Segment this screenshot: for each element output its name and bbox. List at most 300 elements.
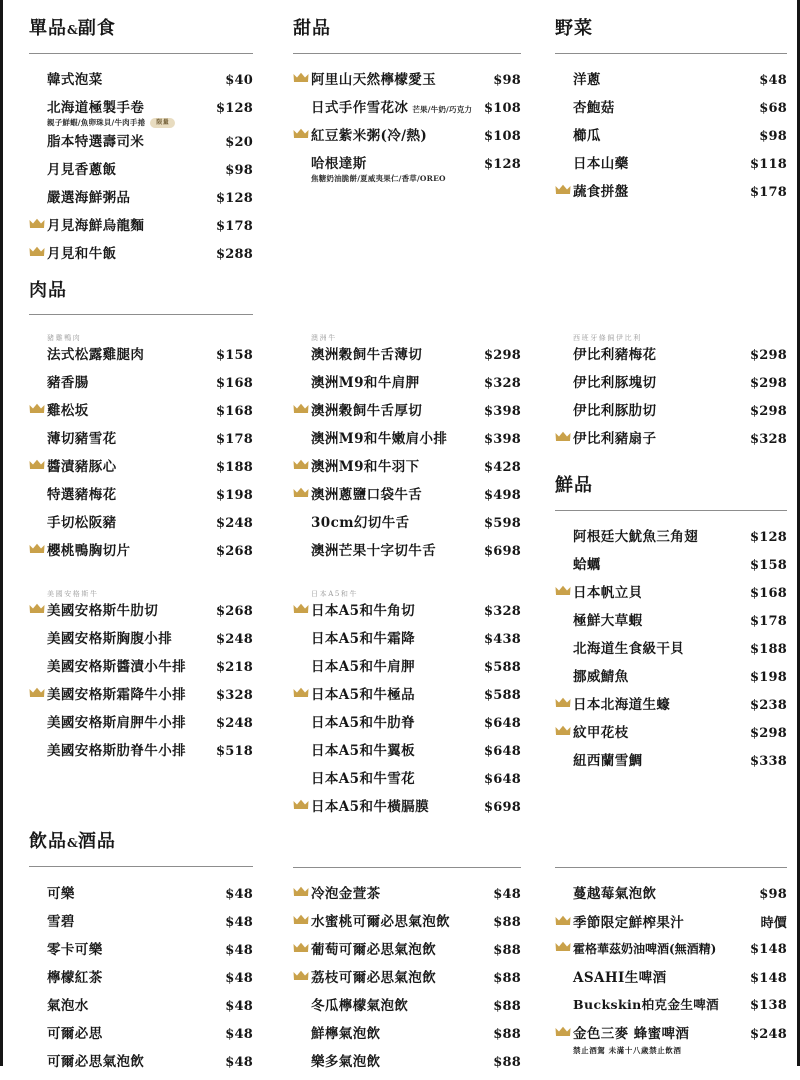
item-price: $498 <box>484 488 521 504</box>
item-name: Buckskin柏克金生啤酒 <box>573 997 720 1013</box>
item-price: $298 <box>750 404 787 420</box>
item-price: $648 <box>484 744 521 760</box>
item-price: $248 <box>750 1027 787 1043</box>
crown-icon <box>29 162 45 173</box>
crown-icon <box>29 72 45 83</box>
section-divider <box>555 53 787 54</box>
list-item[interactable] <box>29 968 253 993</box>
list-item[interactable] <box>29 657 253 682</box>
crown-icon <box>293 886 309 897</box>
item-price: $648 <box>484 716 521 732</box>
crown-icon <box>29 375 45 386</box>
crown-icon <box>293 914 309 925</box>
item-price: $68 <box>759 100 787 116</box>
list-item[interactable] <box>29 132 253 157</box>
list-item[interactable] <box>29 70 253 95</box>
item-name: 北海道生食級干貝 <box>573 640 685 657</box>
list-item[interactable] <box>29 940 253 965</box>
list-item[interactable] <box>293 940 521 965</box>
list-item[interactable] <box>293 797 521 822</box>
crown-icon <box>293 687 309 698</box>
item-list-vegetable <box>555 70 787 207</box>
crown-icon <box>29 715 45 726</box>
crown-icon <box>555 725 571 736</box>
item-list-jp-a5 <box>293 601 521 822</box>
list-item[interactable] <box>555 527 787 552</box>
crown-icon <box>555 970 571 981</box>
item-price: $428 <box>484 460 521 476</box>
section-divider <box>29 314 253 315</box>
list-item[interactable] <box>293 401 521 426</box>
item-price: $88 <box>493 943 521 959</box>
item-price: $188 <box>750 641 787 657</box>
item-name: 北海道極製手卷 <box>47 99 145 116</box>
list-item[interactable] <box>29 373 253 398</box>
item-name: 日本A5和牛雪花 <box>311 771 416 788</box>
section-divider <box>29 53 253 54</box>
list-item[interactable] <box>293 912 521 937</box>
crown-icon <box>555 128 571 139</box>
list-item[interactable] <box>29 401 253 426</box>
list-item[interactable] <box>555 583 787 608</box>
crown-icon <box>293 375 309 386</box>
item-price: $158 <box>216 348 253 364</box>
subgroup-label-aus-beef: 澳洲牛 <box>311 334 337 343</box>
meat-col-left <box>3 327 275 825</box>
crown-icon <box>555 941 571 952</box>
list-item[interactable] <box>555 70 787 95</box>
item-price: $298 <box>750 376 787 392</box>
item-price: $288 <box>216 246 253 262</box>
item-name: 冷泡金萱茶 <box>311 886 381 903</box>
item-name: 月見和牛飯 <box>47 245 117 262</box>
crown-icon <box>555 585 571 596</box>
subgroup-label-pork-poultry: 豬雞鴨肉 <box>47 334 82 343</box>
list-item[interactable] <box>29 216 253 241</box>
list-item[interactable] <box>29 713 253 738</box>
list-item[interactable] <box>555 401 787 426</box>
item-name: 美國安格斯胸腹小排 <box>47 631 173 648</box>
crown-icon <box>29 970 45 981</box>
section-title-meat: 肉品 <box>29 279 67 301</box>
list-item[interactable] <box>29 741 253 766</box>
item-name: 櫻桃鴨胸切片 <box>47 543 131 560</box>
list-item[interactable] <box>29 884 253 909</box>
item-name: 法式松露雞腿肉 <box>47 347 145 364</box>
list-item[interactable] <box>293 98 521 123</box>
section-divider <box>555 510 787 511</box>
item-price: $338 <box>750 753 787 769</box>
item-name: 薄切豬雪花 <box>47 431 117 448</box>
crown-icon <box>293 998 309 1009</box>
crown-icon <box>293 942 309 953</box>
item-price: $328 <box>216 688 253 704</box>
list-item[interactable] <box>293 513 521 538</box>
item-price: $398 <box>484 404 521 420</box>
item-name: 蔬食拼盤 <box>573 183 629 200</box>
list-item[interactable] <box>555 667 787 692</box>
item-name: 紅豆紫米粥(冷/熱) <box>311 127 428 144</box>
crown-icon <box>293 487 309 498</box>
meat-col-middle <box>275 327 543 825</box>
crown-icon <box>555 529 571 540</box>
item-name: 雞松坂 <box>47 403 89 420</box>
crown-icon <box>29 246 45 257</box>
list-item[interactable] <box>555 884 787 909</box>
list-item[interactable] <box>293 713 521 738</box>
item-name: 阿根廷大魷魚三角翅 <box>573 528 699 545</box>
item-price: 時價 <box>760 916 787 932</box>
item-price: $248 <box>216 716 253 732</box>
item-name: 脂本特選壽司米 <box>47 133 145 150</box>
crown-icon <box>29 603 45 614</box>
item-name: 日本A5和牛翼板 <box>311 743 416 760</box>
item-price: $698 <box>484 800 521 816</box>
list-item[interactable] <box>555 154 787 179</box>
item-price: $148 <box>750 942 787 958</box>
crown-icon <box>293 72 309 83</box>
crown-icon <box>555 100 571 111</box>
list-item[interactable] <box>293 741 521 766</box>
item-name: 美國安格斯牛肋切 <box>47 603 159 620</box>
list-item[interactable] <box>293 1024 521 1049</box>
crown-icon <box>29 100 45 111</box>
drinks-header-row <box>3 831 797 880</box>
item-list-iberico <box>555 345 787 454</box>
item-description: 焦糖奶油脆餅/夏威夷果仁/香草/OREO <box>311 173 446 183</box>
item-price: $168 <box>750 585 787 601</box>
crown-icon <box>555 886 571 897</box>
item-price: $328 <box>750 432 787 448</box>
list-item[interactable] <box>555 912 787 937</box>
crown-icon <box>29 515 45 526</box>
crown-icon <box>29 218 45 229</box>
item-name: 澳洲蔥鹽口袋牛舌 <box>311 487 423 504</box>
item-name: 日本帆立貝 <box>573 584 643 601</box>
item-price: $398 <box>484 432 521 448</box>
item-price: $518 <box>216 744 253 760</box>
item-price: $48 <box>225 887 253 903</box>
item-name: 樂多氣泡飲 <box>311 1054 381 1071</box>
item-name: 澳洲M9和牛肩胛 <box>311 375 420 392</box>
item-name: 可樂 <box>47 886 75 903</box>
item-list-pork-poultry <box>29 345 253 566</box>
item-price: $118 <box>750 156 787 172</box>
crown-icon <box>29 487 45 498</box>
item-price: $128 <box>484 156 521 172</box>
list-item[interactable] <box>293 629 521 654</box>
item-price: $248 <box>216 632 253 648</box>
section-dessert <box>275 18 543 272</box>
crown-icon <box>29 631 45 642</box>
drinks-col-right <box>543 880 797 1080</box>
item-price: $48 <box>493 887 521 903</box>
list-item[interactable] <box>555 1024 787 1049</box>
list-item[interactable] <box>293 457 521 482</box>
section-title-seafood: 鮮品 <box>555 475 593 497</box>
item-name: 鮮檸氣泡飲 <box>311 1026 381 1043</box>
list-item[interactable] <box>29 1024 253 1049</box>
list-item[interactable] <box>29 244 253 269</box>
crown-icon <box>293 743 309 754</box>
crown-icon <box>555 669 571 680</box>
crown-icon <box>555 184 571 195</box>
crown-icon <box>555 641 571 652</box>
item-name: 美國安格斯醬漬小牛排 <box>47 659 186 676</box>
item-price: $48 <box>759 72 787 88</box>
crown-icon <box>293 799 309 810</box>
crown-icon <box>29 659 45 670</box>
section-divider <box>29 866 253 867</box>
crown-icon <box>293 603 309 614</box>
item-price: $88 <box>493 1055 521 1071</box>
crown-icon <box>555 613 571 624</box>
item-price: $48 <box>225 1055 253 1071</box>
alcohol-disclaimer: 禁止酒駕 未滿十八歲禁止飲酒 <box>573 1046 682 1056</box>
list-item[interactable] <box>555 373 787 398</box>
list-item[interactable] <box>293 884 521 909</box>
section-title-vegetable: 野菜 <box>555 18 593 39</box>
item-name: 零卡可樂 <box>47 942 103 959</box>
list-item[interactable] <box>293 541 521 566</box>
section-title-single-side: 單品&副食 <box>29 18 116 39</box>
crown-icon <box>293 347 309 358</box>
subgroup-label-iberico: 西班牙條飼伊比利 <box>573 334 642 343</box>
item-name: 嚴選海鮮粥品 <box>47 189 131 206</box>
item-name: 日本山藥 <box>573 155 629 172</box>
crown-icon <box>555 1026 571 1037</box>
crown-icon <box>293 128 309 139</box>
item-price: $298 <box>484 348 521 364</box>
list-item[interactable] <box>555 940 787 965</box>
meat-header-row <box>3 280 797 328</box>
list-item[interactable] <box>29 685 253 710</box>
crown-icon <box>29 914 45 925</box>
list-item[interactable] <box>29 485 253 510</box>
item-price: $98 <box>759 128 787 144</box>
list-item[interactable] <box>555 639 787 664</box>
crown-icon <box>293 1054 309 1065</box>
item-name: 冬瓜檸檬氣泡飲 <box>311 998 409 1015</box>
item-price: $40 <box>225 72 253 88</box>
item-price: $188 <box>216 460 253 476</box>
list-item[interactable] <box>29 513 253 538</box>
list-item[interactable] <box>293 996 521 1021</box>
list-item[interactable] <box>29 912 253 937</box>
item-price: $698 <box>484 544 521 560</box>
item-name: 日本A5和牛橫膈膜 <box>311 799 429 816</box>
item-name: 伊比利豚塊切 <box>573 375 657 392</box>
list-item[interactable] <box>293 429 521 454</box>
item-price: $98 <box>225 162 253 178</box>
list-item[interactable] <box>29 429 253 454</box>
list-item[interactable] <box>29 160 253 185</box>
list-item[interactable] <box>29 345 253 370</box>
list-item[interactable] <box>293 968 521 993</box>
item-name: 澳洲M9和牛羽下 <box>311 459 420 476</box>
list-item[interactable] <box>555 555 787 580</box>
item-name: 韓式泡菜 <box>47 71 103 88</box>
item-list-us-angus <box>29 601 253 766</box>
item-name: 可爾必思 <box>47 1026 103 1043</box>
crown-icon <box>29 134 45 145</box>
item-price: $168 <box>216 404 253 420</box>
item-price: $328 <box>484 376 521 392</box>
list-item[interactable] <box>293 373 521 398</box>
item-price: $48 <box>225 915 253 931</box>
list-item[interactable] <box>293 769 521 794</box>
list-item[interactable] <box>293 70 521 95</box>
list-item[interactable] <box>29 1052 253 1077</box>
menu-page <box>3 0 797 1071</box>
item-price: $158 <box>750 557 787 573</box>
crown-icon <box>293 1026 309 1037</box>
subgroup-label-jp-a5: 日本A5和牛 <box>311 590 359 599</box>
item-name: 日式手作雪花冰 <box>311 99 409 116</box>
crown-icon <box>293 631 309 642</box>
crown-icon <box>293 771 309 782</box>
list-item[interactable] <box>29 541 253 566</box>
list-item[interactable] <box>555 695 787 720</box>
crown-icon <box>555 347 571 358</box>
item-price: $108 <box>484 128 521 144</box>
crown-icon <box>29 403 45 414</box>
list-item[interactable] <box>293 1052 521 1077</box>
crown-icon <box>29 1054 45 1065</box>
list-item[interactable] <box>555 345 787 370</box>
list-item[interactable] <box>293 601 521 626</box>
item-price: $588 <box>484 660 521 676</box>
item-price: $48 <box>225 999 253 1015</box>
item-price: $128 <box>216 190 253 206</box>
item-name: 日本北海道生蠔 <box>573 696 671 713</box>
item-name: ASAHI生啤酒 <box>573 970 667 987</box>
crown-icon <box>29 543 45 554</box>
crown-icon <box>555 375 571 386</box>
crown-icon <box>29 886 45 897</box>
list-item[interactable] <box>555 996 787 1021</box>
item-price: $648 <box>484 772 521 788</box>
item-price: $218 <box>216 660 253 676</box>
list-item[interactable] <box>555 98 787 123</box>
item-name: 豬香腸 <box>47 375 89 392</box>
section-single-side <box>3 18 275 272</box>
list-item[interactable] <box>555 723 787 748</box>
list-item[interactable] <box>293 345 521 370</box>
item-price: $248 <box>216 516 253 532</box>
item-name: 伊比利豬梅花 <box>573 347 657 364</box>
list-item[interactable] <box>555 611 787 636</box>
list-item[interactable] <box>29 457 253 482</box>
list-item[interactable] <box>293 685 521 710</box>
item-name: 紐西蘭雪鯛 <box>573 752 643 769</box>
list-item[interactable] <box>29 188 253 213</box>
list-item[interactable] <box>29 629 253 654</box>
section-divider <box>293 867 521 868</box>
crown-icon <box>293 970 309 981</box>
item-name: 手切松阪豬 <box>47 515 117 532</box>
crown-icon <box>555 156 571 167</box>
item-price: $88 <box>493 1027 521 1043</box>
item-name: 水蜜桃可爾必思氣泡飲 <box>311 914 450 931</box>
crown-icon <box>29 942 45 953</box>
drinks-body <box>3 880 797 1080</box>
crown-icon <box>293 403 309 414</box>
item-price: $128 <box>216 100 253 116</box>
crown-icon <box>555 72 571 83</box>
crown-icon <box>555 403 571 414</box>
item-price: $598 <box>484 516 521 532</box>
item-name: 美國安格斯肩胛牛小排 <box>47 715 186 732</box>
meat-body <box>3 327 797 825</box>
list-item[interactable] <box>555 126 787 151</box>
crown-icon <box>555 915 571 926</box>
item-price: $588 <box>484 688 521 704</box>
list-item[interactable] <box>293 657 521 682</box>
crown-icon <box>293 515 309 526</box>
item-price: $168 <box>216 376 253 392</box>
crown-icon <box>293 715 309 726</box>
item-price: $298 <box>750 348 787 364</box>
list-item[interactable] <box>293 126 521 151</box>
list-item[interactable] <box>555 182 787 207</box>
item-name: 紋甲花枝 <box>573 724 629 741</box>
crown-icon <box>555 997 571 1008</box>
drinks-col-left <box>3 880 275 1080</box>
item-name: 櫛瓜 <box>573 127 601 144</box>
item-name: 氣泡水 <box>47 998 89 1015</box>
crown-icon <box>293 543 309 554</box>
list-item[interactable] <box>555 429 787 454</box>
list-item[interactable] <box>29 601 253 626</box>
item-name: 可爾必思氣泡飲 <box>47 1054 145 1071</box>
item-name: 金色三麥 蜂蜜啤酒 <box>573 1026 690 1043</box>
item-list-single-side <box>29 70 253 269</box>
item-name: 澳洲芒果十字切牛舌 <box>311 543 437 560</box>
crown-icon <box>293 459 309 470</box>
item-price: $98 <box>493 72 521 88</box>
list-item[interactable] <box>29 996 253 1021</box>
item-name: 伊比利豬扇子 <box>573 431 657 448</box>
list-item[interactable] <box>29 98 253 123</box>
item-name: 30cm幻切牛舌 <box>311 515 410 532</box>
item-name: 醬漬豬豚心 <box>47 459 117 476</box>
list-item[interactable] <box>293 485 521 510</box>
item-price: $88 <box>493 999 521 1015</box>
list-item[interactable] <box>293 154 521 179</box>
top-sections <box>3 0 797 272</box>
section-divider <box>555 867 787 868</box>
item-price: $88 <box>493 915 521 931</box>
item-price: $178 <box>216 218 253 234</box>
item-name: 月見香蔥飯 <box>47 161 117 178</box>
list-item[interactable] <box>555 968 787 993</box>
drinks-col-middle <box>275 880 543 1080</box>
item-name: 美國安格斯肋脊牛小排 <box>47 743 186 760</box>
item-list-dessert <box>293 70 521 183</box>
list-item[interactable] <box>555 751 787 776</box>
item-name: 蛤蠣 <box>573 556 601 573</box>
item-name: 月見海鮮烏龍麵 <box>47 217 145 234</box>
item-name: 日本A5和牛極品 <box>311 687 416 704</box>
crown-icon <box>29 347 45 358</box>
item-name: 澳洲穀飼牛舌薄切 <box>311 347 423 364</box>
section-title-drinks: 飲品&酒品 <box>29 831 116 853</box>
item-list-aus-beef <box>293 345 521 566</box>
crown-icon <box>293 431 309 442</box>
item-price: $98 <box>759 887 787 903</box>
item-price: $48 <box>225 971 253 987</box>
